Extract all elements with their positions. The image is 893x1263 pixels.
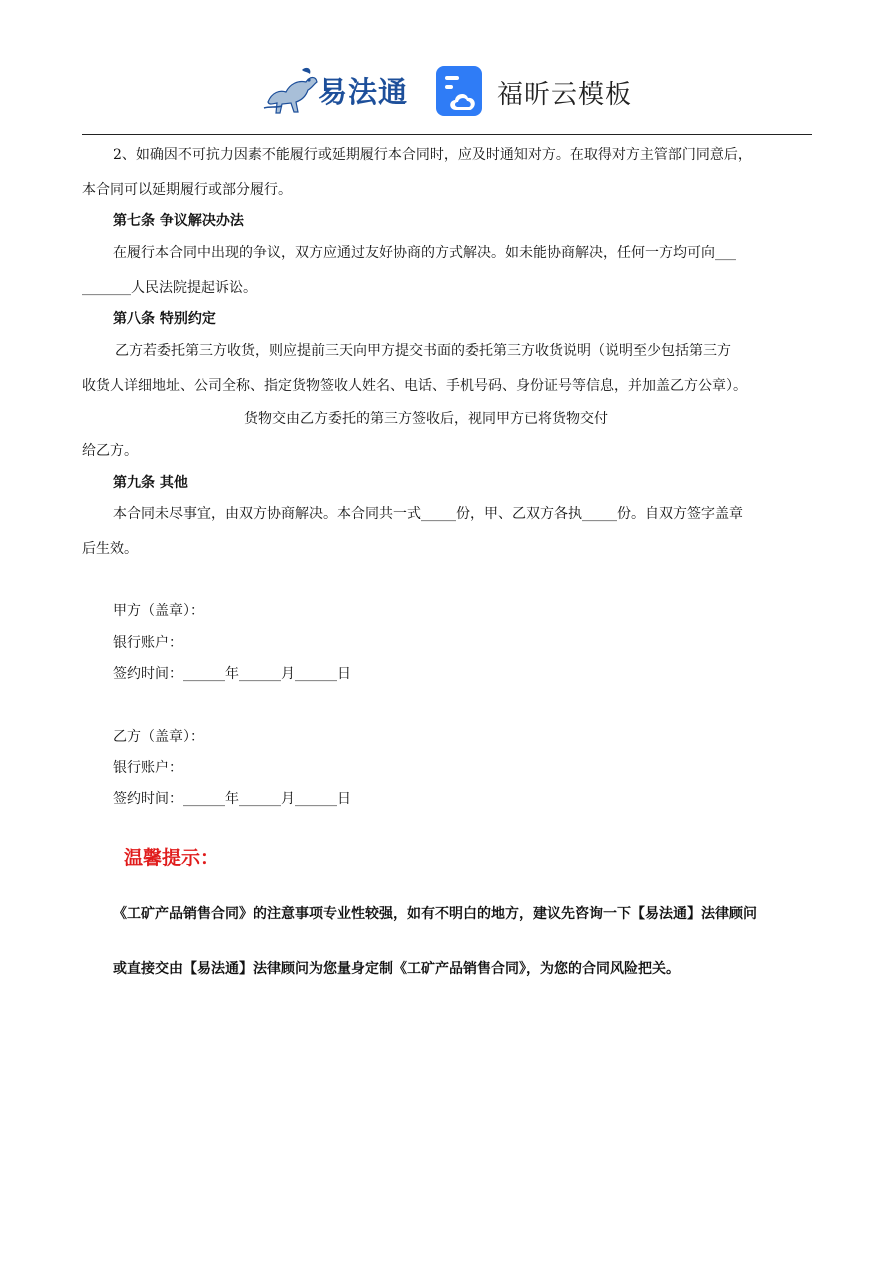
qilin-mascot-icon [262,62,320,116]
tips-title: 温馨提示： [124,847,220,869]
brand2-name: 福昕云模板 [497,80,633,110]
article-7-line1: 在履行本合同中出现的争议，双方应通过友好协商的方式解决。如未能协商解决，任何一方均可向___ [113,245,736,261]
article-7-line2: _______人民法院提起诉讼。 [82,280,257,296]
tips-line1: 《工矿产品销售合同》的注意事项专业性较强，如有不明白的地方，建议先咨询一下【易法通】法律顾问 [113,906,757,922]
article-8-line1: 乙方若委托第三方收货，则应提前三天向甲方提交书面的委托第三方收货说明（说明至少包括第三方 [115,343,731,359]
party-a-bank: 银行账户： [113,635,183,651]
article-8-line2: 收货人详细地址、公司全称、指定货物签收人姓名、电话、手机号码、身份证号等信息，并加盖乙方公章）。 [82,378,747,394]
tips-line2: 或直接交由【易法通】法律顾问为您量身定制《工矿产品销售合同》，为您的合同风险把关。 [113,961,680,977]
header-divider [82,134,812,135]
party-b-date: 签约时间：______年______月______日 [113,791,351,807]
party-a-date: 签约时间：______年______月______日 [113,666,351,682]
party-b-bank: 银行账户： [113,760,183,776]
party-b-seal: 乙方（盖章）： [113,729,204,745]
article-8-line3: 货物交由乙方委托的第三方签收后，视同甲方已将货物交付 [244,411,608,427]
article-8-title: 第八条 特别约定 [113,311,216,327]
cloud-doc-icon [436,66,486,116]
article-9-title: 第九条 其他 [113,475,188,491]
party-a-seal: 甲方（盖章）： [113,603,204,619]
article-8-line4: 给乙方。 [82,443,138,459]
clause-6-2-line2: 本合同可以延期履行或部分履行。 [82,182,292,198]
article-9-line1: 本合同未尽事宜，由双方协商解决。本合同共一式_____份，甲、乙双方各执_____份。自双方签字盖章 [113,506,743,522]
article-7-title: 第七条 争议解决办法 [113,213,244,229]
article-9-line2: 后生效。 [82,541,138,557]
brand1-name: 易法通 [318,75,409,109]
clause-6-2-line1: 2、如确因不可抗力因素不能履行或延期履行本合同时，应及时通知对方。在取得对方主管部门同意后， [113,147,752,163]
